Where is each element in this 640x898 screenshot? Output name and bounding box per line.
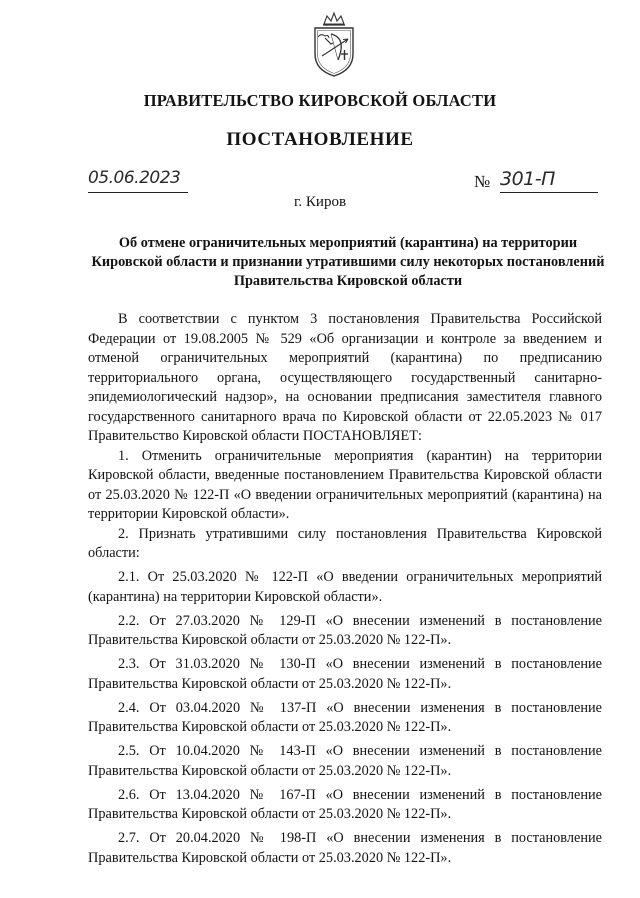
document-date: 05.06.2023 (88, 168, 188, 193)
document-number (474, 170, 624, 194)
clause-2: 2. Признать утратившими силу постановления Правительства Кировской области: (88, 525, 602, 561)
city: г. Киров (293, 194, 347, 210)
clause-2-1: 2.1. От 25.03.2020 № 122-П «О введении ограничительных мероприятий (карантина) на территории Кировской области». (88, 569, 602, 605)
kirov-oblast-coat-of-arms-icon (307, 10, 361, 78)
document-title: Об отмене ограничительных мероприятий (карантина) на территории Кировской области и признании утратившими силу некоторых постановлений Правительства Кировской области (91, 235, 605, 289)
preamble-paragraph: В соответствии с пунктом 3 постановления Правительства Российской Федерации от 19.08.2005 № 529 «Об организации и контроле за введением и отменой ограничительных мероприятий (карантина) по предписанию территориального органа, осуществляющего государственный санитарно-эпидемиологический надзор», на основании предписания заместителя главного государственного санитарного врача по Кировской области от 22.05.2023 № 017 Правительство Кировской области ПОСТАНОВЛЯЕТ: (88, 311, 602, 444)
clause-2-4: 2.4. От 03.04.2020 № 137-П «О внесении изменения в постановление Правительства Кировской области от 25.03.2020 № 122-П». (88, 699, 602, 735)
document-kind: ПОСТАНОВЛЕНИЕ (226, 129, 414, 150)
document-body (88, 310, 602, 868)
clause-2-2: 2.2. От 27.03.2020 № 129-П «О внесении изменений в постановление Правительства Кировской области от 25.03.2020 № 122-П». (88, 612, 602, 648)
number-value: 301-П (500, 168, 598, 193)
clause-1: 1. Отменить ограничительные мероприятия (карантин) на территории Кировской области, введенные постановлением Правительства Кировской области от 25.03.2020 № 122-П «О введении ограничительных мероприятий (карантина) на территории Кировской области». (88, 447, 602, 522)
government-name: ПРАВИТЕЛЬСТВО КИРОВСКОЙ ОБЛАСТИ (143, 91, 497, 110)
clause-2-5: 2.5. От 10.04.2020 № 143-П «О внесении изменений в постановление Правительства Кировской области от 25.03.2020 № 122-П». (88, 743, 602, 779)
number-label: № (474, 172, 491, 191)
clause-2-7: 2.7. От 20.04.2020 № 198-П «О внесении изменения в постановление Правительства Кировской области от 25.03.2020 № 122-П». (88, 830, 602, 866)
clause-2-6: 2.6. От 13.04.2020 № 167-П «О внесении изменений в постановление Правительства Кировской области от 25.03.2020 № 122-П». (88, 786, 602, 822)
clause-2-3: 2.3. От 31.03.2020 № 130-П «О внесении изменений в постановление Правительства Кировской области от 25.03.2020 № 122-П». (88, 656, 602, 692)
